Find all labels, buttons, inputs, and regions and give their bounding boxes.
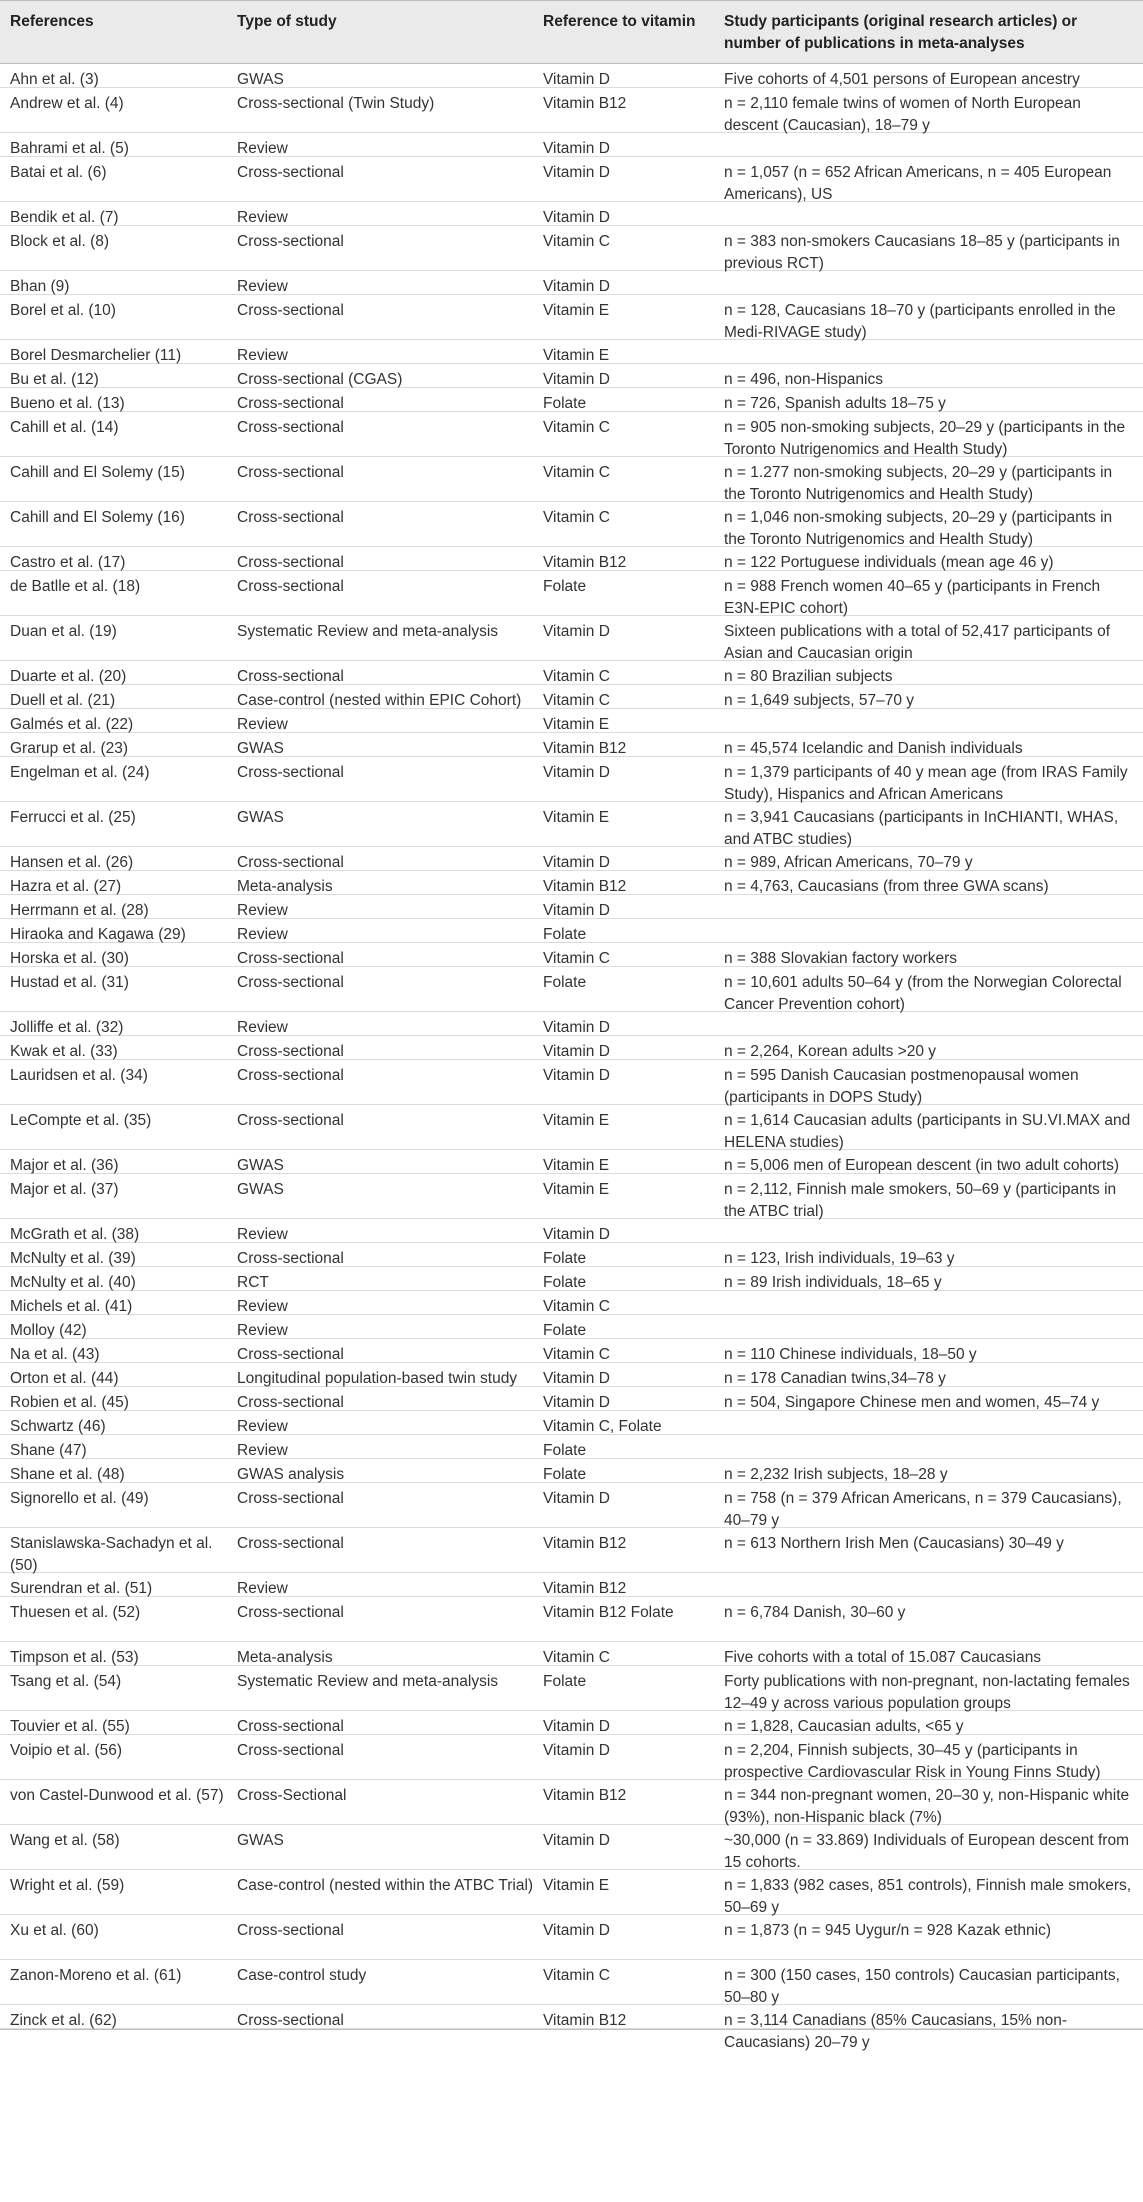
table-row	[0, 967, 1143, 1012]
reference-cell: Na et al. (43)	[10, 1346, 100, 1363]
reference-cell: Cahill and El Solemy (16)	[10, 509, 185, 526]
participants-cell: n = 1,828, Caucasian adults, <65 y	[724, 1718, 964, 1735]
reference-cell: Bu et al. (12)	[10, 371, 99, 388]
vitamin-cell: Vitamin B12	[543, 1787, 627, 1804]
vitamin-cell: Vitamin D	[543, 1067, 610, 1084]
reference-cell: Cahill and El Solemy (15)	[10, 464, 185, 481]
participants-cell: n = 383 non-smokers Caucasians 18–85 y (participants in previous RCT)	[724, 233, 1120, 272]
reference-cell: Timpson et al. (53)	[10, 1649, 139, 1666]
study-type-cell: Review	[237, 1442, 288, 1459]
table-row	[0, 2005, 1143, 2051]
table-row	[0, 364, 1143, 388]
study-type-cell: GWAS analysis	[237, 1466, 345, 1483]
table-row	[0, 709, 1143, 733]
vitamin-cell: Vitamin C	[543, 950, 610, 967]
participants-cell: n = 726, Spanish adults 18–75 y	[724, 395, 946, 412]
participants-cell: Sixteen publications with a total of 52,417 participants of Asian and Caucasian origin	[724, 623, 1111, 662]
table-row	[0, 1291, 1143, 1315]
participants-cell: n = 2,232 Irish subjects, 18–28 y	[724, 1466, 948, 1483]
vitamin-cell: Vitamin D	[543, 854, 610, 871]
vitamin-cell: Vitamin D	[543, 1226, 610, 1243]
table-row	[0, 733, 1143, 757]
vitamin-cell: Folate	[543, 974, 587, 991]
study-type-cell: Review	[237, 716, 288, 733]
study-type-cell: Cross-sectional	[237, 578, 344, 595]
vitamin-cell: Vitamin C	[543, 419, 610, 436]
table-row	[0, 1174, 1143, 1219]
vitamin-cell: Vitamin C	[543, 1967, 610, 1984]
reference-cell: Bahrami et al. (5)	[10, 140, 129, 157]
table-row	[0, 340, 1143, 364]
study-type-cell: Cross-sectional	[237, 1742, 344, 1759]
reference-cell: Horska et al. (30)	[10, 950, 129, 967]
study-type-cell: Cross-sectional	[237, 764, 344, 781]
vitamin-cell: Vitamin E	[543, 347, 610, 364]
vitamin-cell: Folate	[543, 1274, 587, 1291]
table-row	[0, 388, 1143, 412]
reference-cell: Shane et al. (48)	[10, 1466, 125, 1483]
participants-cell: n = 496, non-Hispanics	[724, 371, 883, 388]
participants-cell: Forty publications with non-pregnant, non-lactating females 12–49 y across various population groups	[724, 1673, 1130, 1712]
table-row	[0, 1363, 1143, 1387]
study-type-cell: Cross-Sectional	[237, 1787, 347, 1804]
vitamin-cell: Folate	[543, 1322, 587, 1339]
vitamin-cell: Vitamin C	[543, 509, 610, 526]
vitamin-cell: Vitamin D	[543, 1490, 610, 1507]
vitamin-cell: Folate	[543, 395, 587, 412]
participants-cell: n = 1,614 Caucasian adults (participants in SU.VI.MAX and HELENA studies)	[724, 1112, 1131, 1151]
vitamin-cell: Vitamin D	[543, 1832, 610, 1849]
table-row	[0, 502, 1143, 547]
reference-cell: Wang et al. (58)	[10, 1832, 120, 1849]
table-header	[0, 0, 1143, 64]
table-row	[0, 1573, 1143, 1597]
reference-cell: Robien et al. (45)	[10, 1394, 129, 1411]
study-type-cell: Cross-sectional	[237, 1718, 344, 1735]
study-type-cell: Cross-sectional	[237, 950, 344, 967]
table-row	[0, 1243, 1143, 1267]
study-type-cell: Cross-sectional	[237, 419, 344, 436]
participants-cell: n = 2,112, Finnish male smokers, 50–69 y (participants in the ATBC trial)	[724, 1181, 1117, 1220]
vitamin-cell: Folate	[543, 1250, 587, 1267]
participants-cell: n = 122 Portuguese individuals (mean age 46 y)	[724, 554, 1054, 571]
table-row	[0, 1267, 1143, 1291]
participants-cell: n = 123, Irish individuals, 19–63 y	[724, 1250, 955, 1267]
table-row	[0, 133, 1143, 157]
table-row	[0, 1219, 1143, 1243]
vitamin-cell: Vitamin E	[543, 716, 610, 733]
vitamin-cell: Vitamin E	[543, 1181, 610, 1198]
vitamin-cell: Vitamin D	[543, 1043, 610, 1060]
table-row	[0, 1339, 1143, 1363]
vitamin-cell: Vitamin B12	[543, 95, 627, 112]
table-row	[0, 571, 1143, 616]
reference-cell: Bueno et al. (13)	[10, 395, 125, 412]
reference-cell: LeCompte et al. (35)	[10, 1112, 152, 1129]
study-type-cell: Cross-sectional	[237, 1346, 344, 1363]
study-type-cell: Case-control (nested within EPIC Cohort)	[237, 692, 522, 709]
reference-cell: Herrmann et al. (28)	[10, 902, 149, 919]
vitamin-cell: Folate	[543, 1466, 587, 1483]
table-row	[0, 1459, 1143, 1483]
reference-cell: Molloy (42)	[10, 1322, 87, 1339]
table-row	[0, 757, 1143, 802]
reference-cell: Xu et al. (60)	[10, 1922, 99, 1939]
study-type-cell: Review	[237, 1226, 288, 1243]
table-row	[0, 661, 1143, 685]
vitamin-cell: Vitamin C	[543, 668, 610, 685]
reference-cell: Kwak et al. (33)	[10, 1043, 118, 1060]
reference-cell: Ferrucci et al. (25)	[10, 809, 136, 826]
reference-cell: Voipio et al. (56)	[10, 1742, 123, 1759]
participants-cell: n = 45,574 Icelandic and Danish individuals	[724, 740, 1023, 757]
reference-cell: Stanislawska-Sachadyn et al. (50)	[10, 1535, 213, 1574]
study-type-cell: Cross-sectional	[237, 2012, 344, 2029]
participants-cell: n = 1,873 (n = 945 Uygur/n = 928 Kazak ethnic)	[724, 1922, 1052, 1939]
reference-cell: Engelman et al. (24)	[10, 764, 150, 781]
table-row	[0, 1711, 1143, 1735]
table-row	[0, 1915, 1143, 1960]
vitamin-cell: Vitamin C	[543, 464, 610, 481]
study-type-cell: Cross-sectional	[237, 1535, 344, 1552]
study-type-cell: Cross-sectional	[237, 164, 344, 181]
table-row	[0, 157, 1143, 202]
participants-cell: n = 1,057 (n = 652 African Americans, n = 405 European Americans), US	[724, 164, 1112, 203]
table-row	[0, 1960, 1143, 2005]
table-row	[0, 226, 1143, 271]
table-row	[0, 412, 1143, 457]
reference-cell: Jolliffe et al. (32)	[10, 1019, 124, 1036]
study-type-cell: Cross-sectional (Twin Study)	[237, 95, 435, 112]
table-row	[0, 847, 1143, 871]
reference-cell: Bendik et al. (7)	[10, 209, 119, 226]
table-row	[0, 895, 1143, 919]
study-type-cell: GWAS	[237, 1157, 284, 1174]
study-type-cell: RCT	[237, 1274, 269, 1291]
study-type-cell: Cross-sectional	[237, 1922, 344, 1939]
study-type-cell: Review	[237, 1580, 288, 1597]
reference-cell: de Batlle et al. (18)	[10, 578, 141, 595]
participants-cell: n = 595 Danish Caucasian postmenopausal women (participants in DOPS Study)	[724, 1067, 1079, 1106]
participants-cell: n = 504, Singapore Chinese men and women, 45–74 y	[724, 1394, 1100, 1411]
vitamin-cell: Vitamin D	[543, 164, 610, 181]
study-type-cell: Cross-sectional	[237, 1250, 344, 1267]
vitamin-cell: Vitamin D	[543, 140, 610, 157]
vitamin-cell: Vitamin D	[543, 1394, 610, 1411]
reference-cell: Tsang et al. (54)	[10, 1673, 122, 1690]
participants-cell: n = 989, African Americans, 70–79 y	[724, 854, 973, 871]
participants-cell: n = 1,046 non-smoking subjects, 20–29 y (participants in the Toronto Nutrigenomics and Health Study)	[724, 509, 1113, 548]
study-type-cell: Cross-sectional	[237, 1112, 344, 1129]
study-type-cell: Systematic Review and meta-analysis	[237, 623, 499, 640]
vitamin-cell: Vitamin B12	[543, 554, 627, 571]
vitamin-cell: Vitamin E	[543, 1877, 610, 1894]
vitamin-cell: Vitamin C, Folate	[543, 1418, 662, 1435]
participants-cell: n = 178 Canadian twins,34–78 y	[724, 1370, 946, 1387]
table-row	[0, 1597, 1143, 1642]
vitamin-cell: Vitamin B12	[543, 2012, 627, 2029]
table-row	[0, 1036, 1143, 1060]
table-row	[0, 271, 1143, 295]
reference-cell: Surendran et al. (51)	[10, 1580, 153, 1597]
study-type-cell: Cross-sectional	[237, 509, 344, 526]
participants-cell: n = 344 non-pregnant women, 20–30 y, non-Hispanic white (93%), non-Hispanic black (7%)	[724, 1787, 1130, 1826]
participants-cell: n = 758 (n = 379 African Americans, n = 379 Caucasians), 40–79 y	[724, 1490, 1122, 1529]
reference-cell: Hustad et al. (31)	[10, 974, 129, 991]
vitamin-cell: Vitamin D	[543, 278, 610, 295]
participants-cell: n = 6,784 Danish, 30–60 y	[724, 1604, 906, 1621]
table-row	[0, 1666, 1143, 1711]
header-type-of-study: Type of study	[237, 13, 337, 30]
vitamin-cell: Vitamin D	[543, 1742, 610, 1759]
study-type-cell: Meta-analysis	[237, 878, 333, 895]
participants-cell: n = 1,833 (982 cases, 851 controls), Finnish male smokers, 50–69 y	[724, 1877, 1132, 1916]
study-type-cell: GWAS	[237, 1832, 284, 1849]
study-type-cell: Cross-sectional	[237, 395, 344, 412]
participants-cell: n = 3,114 Canadians (85% Caucasians, 15% non-Caucasians) 20–79 y	[724, 2012, 1068, 2051]
participants-cell: n = 388 Slovakian factory workers	[724, 950, 958, 967]
participants-cell: n = 2,110 female twins of women of North European descent (Caucasian), 18–79 y	[724, 95, 1081, 134]
study-type-cell: Meta-analysis	[237, 1649, 333, 1666]
study-type-cell: Review	[237, 1322, 288, 1339]
table-row	[0, 1105, 1143, 1150]
study-type-cell: Review	[237, 209, 288, 226]
study-type-cell: Cross-sectional	[237, 1394, 344, 1411]
vitamin-cell: Vitamin D	[543, 1718, 610, 1735]
table-row	[0, 1315, 1143, 1339]
participants-cell: ~30,000 (n = 33.869) Individuals of European descent from 15 cohorts.	[724, 1832, 1129, 1871]
reference-cell: Hazra et al. (27)	[10, 878, 122, 895]
vitamin-cell: Folate	[543, 926, 587, 943]
participants-cell: Five cohorts of 4,501 persons of European ancestry	[724, 71, 1080, 88]
table-row	[0, 547, 1143, 571]
vitamin-cell: Folate	[543, 1673, 587, 1690]
reference-cell: Galmés et al. (22)	[10, 716, 134, 733]
vitamin-cell: Vitamin B12	[543, 1580, 627, 1597]
study-type-cell: Review	[237, 140, 288, 157]
vitamin-cell: Vitamin D	[543, 902, 610, 919]
reference-cell: Bhan (9)	[10, 278, 70, 295]
study-type-cell: Review	[237, 1298, 288, 1315]
reference-cell: Cahill et al. (14)	[10, 419, 119, 436]
reference-cell: Block et al. (8)	[10, 233, 110, 250]
participants-cell: n = 613 Northern Irish Men (Caucasians) 30–49 y	[724, 1535, 1064, 1552]
reference-cell: Batai et al. (6)	[10, 164, 107, 181]
vitamin-cell: Folate	[543, 578, 587, 595]
study-type-cell: Cross-sectional	[237, 554, 344, 571]
vitamin-cell: Vitamin C	[543, 1298, 610, 1315]
participants-cell: n = 988 French women 40–65 y (participants in French E3N-EPIC cohort)	[724, 578, 1101, 617]
reference-cell: Lauridsen et al. (34)	[10, 1067, 148, 1084]
table-row	[0, 871, 1143, 895]
reference-cell: Major et al. (37)	[10, 1181, 119, 1198]
study-type-cell: Cross-sectional	[237, 1490, 344, 1507]
participants-cell: n = 300 (150 cases, 150 controls) Caucasian participants, 50–80 y	[724, 1967, 1120, 2006]
vitamin-cell: Vitamin D	[543, 1370, 610, 1387]
reference-cell: Borel Desmarchelier (11)	[10, 347, 182, 364]
table-row	[0, 88, 1143, 133]
table-row	[0, 1642, 1143, 1666]
participants-cell: n = 905 non-smoking subjects, 20–29 y (participants in the Toronto Nutrigenomics and Health Study)	[724, 419, 1126, 458]
study-type-cell: Longitudinal population-based twin study	[237, 1370, 518, 1387]
study-type-cell: Cross-sectional	[237, 974, 344, 991]
reference-cell: McGrath et al. (38)	[10, 1226, 140, 1243]
table-row	[0, 1483, 1143, 1528]
participants-cell: n = 1,379 participants of 40 y mean age (from IRAS Family Study), Hispanics and African Americans	[724, 764, 1128, 803]
table-row	[0, 295, 1143, 340]
vitamin-cell: Vitamin E	[543, 1112, 610, 1129]
table-row	[0, 1012, 1143, 1036]
reference-cell: Zanon-Moreno et al. (61)	[10, 1967, 182, 1984]
header-reference-to-vitamin: Reference to vitamin	[543, 13, 696, 30]
vitamin-cell: Vitamin B12	[543, 1535, 627, 1552]
reference-cell: Michels et al. (41)	[10, 1298, 133, 1315]
reference-cell: Signorello et al. (49)	[10, 1490, 149, 1507]
reference-cell: Thuesen et al. (52)	[10, 1604, 141, 1621]
vitamin-cell: Vitamin C	[543, 233, 610, 250]
vitamin-cell: Vitamin D	[543, 71, 610, 88]
reference-cell: Schwartz (46)	[10, 1418, 106, 1435]
participants-cell: n = 4,763, Caucasians (from three GWA scans)	[724, 878, 1049, 895]
reference-cell: Duell et al. (21)	[10, 692, 116, 709]
table-body	[0, 64, 1143, 2051]
table-row	[0, 202, 1143, 226]
reference-cell: Hansen et al. (26)	[10, 854, 134, 871]
reference-cell: Touvier et al. (55)	[10, 1718, 130, 1735]
table-row	[0, 457, 1143, 502]
table-row	[0, 1060, 1143, 1105]
participants-cell: n = 128, Caucasians 18–70 y (participants enrolled in the Medi-RIVAGE study)	[724, 302, 1116, 341]
reference-cell: Hiraoka and Kagawa (29)	[10, 926, 186, 943]
reference-cell: Zinck et al. (62)	[10, 2012, 117, 2029]
study-type-cell: Review	[237, 1019, 288, 1036]
reference-cell: Duan et al. (19)	[10, 623, 117, 640]
reference-cell: Castro et al. (17)	[10, 554, 126, 571]
study-type-cell: Review	[237, 347, 288, 364]
study-type-cell: Cross-sectional	[237, 1067, 344, 1084]
study-type-cell: Systematic Review and meta-analysis	[237, 1673, 499, 1690]
participants-cell: n = 5,006 men of European descent (in two adult cohorts)	[724, 1157, 1120, 1174]
vitamin-cell: Vitamin C	[543, 692, 610, 709]
reference-cell: McNulty et al. (39)	[10, 1250, 136, 1267]
table-row	[0, 1735, 1143, 1780]
table-row	[0, 1870, 1143, 1915]
table-row	[0, 919, 1143, 943]
table-row	[0, 1528, 1143, 1573]
vitamin-cell: Vitamin D	[543, 209, 610, 226]
study-type-cell: Review	[237, 1418, 288, 1435]
header-study-participants: Study participants (original research articles) or number of publications in meta-analyses	[724, 13, 1078, 52]
reference-cell: Ahn et al. (3)	[10, 71, 99, 88]
reference-cell: Wright et al. (59)	[10, 1877, 125, 1894]
participants-cell: n = 110 Chinese individuals, 18–50 y	[724, 1346, 977, 1363]
reference-cell: Grarup et al. (23)	[10, 740, 129, 757]
vitamin-cell: Vitamin D	[543, 764, 610, 781]
reference-cell: Borel et al. (10)	[10, 302, 116, 319]
study-type-cell: Review	[237, 278, 288, 295]
participants-cell: Five cohorts with a total of 15.087 Caucasians	[724, 1649, 1042, 1666]
study-type-cell: GWAS	[237, 71, 284, 88]
table-row	[0, 1780, 1143, 1825]
study-type-cell: Cross-sectional	[237, 233, 344, 250]
table-row	[0, 616, 1143, 661]
study-type-cell: Case-control (nested within the ATBC Trial)	[237, 1877, 534, 1894]
reference-cell: Shane (47)	[10, 1442, 87, 1459]
vitamin-cell: Vitamin E	[543, 302, 610, 319]
participants-cell: n = 2,264, Korean adults >20 y	[724, 1043, 936, 1060]
table-row	[0, 1150, 1143, 1174]
participants-cell: n = 3,941 Caucasians (participants in InCHIANTI, WHAS, and ATBC studies)	[724, 809, 1119, 848]
table-row	[0, 685, 1143, 709]
vitamin-cell: Vitamin D	[543, 623, 610, 640]
vitamin-cell: Vitamin D	[543, 1019, 610, 1036]
table-row	[0, 943, 1143, 967]
study-type-cell: Review	[237, 902, 288, 919]
table-row	[0, 1387, 1143, 1411]
study-type-cell: Cross-sectional	[237, 464, 344, 481]
study-type-cell: GWAS	[237, 1181, 284, 1198]
participants-cell: n = 1.277 non-smoking subjects, 20–29 y (participants in the Toronto Nutrigenomics and Health Study)	[724, 464, 1113, 503]
reference-cell: Andrew et al. (4)	[10, 95, 124, 112]
table-row	[0, 1825, 1143, 1870]
reference-cell: von Castel-Dunwood et al. (57)	[10, 1787, 224, 1804]
header-references: References	[10, 13, 94, 30]
vitamin-cell: Vitamin D	[543, 371, 610, 388]
study-type-cell: Cross-sectional	[237, 668, 344, 685]
vitamin-cell: Folate	[543, 1442, 587, 1459]
vitamin-cell: Vitamin E	[543, 1157, 610, 1174]
participants-cell: n = 2,204, Finnish subjects, 30–45 y (participants in prospective Cardiovascular Risk in Young Finns Study)	[724, 1742, 1101, 1781]
vitamin-cell: Vitamin D	[543, 1922, 610, 1939]
participants-cell: n = 80 Brazilian subjects	[724, 668, 893, 685]
study-type-cell: Cross-sectional	[237, 1043, 344, 1060]
reference-cell: McNulty et al. (40)	[10, 1274, 136, 1291]
table-row	[0, 1411, 1143, 1435]
study-type-cell: Cross-sectional	[237, 1604, 344, 1621]
reference-cell: Duarte et al. (20)	[10, 668, 127, 685]
study-type-cell: Cross-sectional	[237, 302, 344, 319]
table-row	[0, 802, 1143, 847]
study-type-cell: GWAS	[237, 740, 284, 757]
study-type-cell: Cross-sectional	[237, 854, 344, 871]
vitamin-cell: Vitamin B12 Folate	[543, 1604, 674, 1621]
participants-cell: n = 89 Irish individuals, 18–65 y	[724, 1274, 942, 1291]
study-type-cell: Case-control study	[237, 1967, 367, 1984]
vitamin-cell: Vitamin C	[543, 1649, 610, 1666]
vitamin-cell: Vitamin B12	[543, 878, 627, 895]
study-type-cell: GWAS	[237, 809, 284, 826]
study-type-cell: Review	[237, 926, 288, 943]
study-type-cell: Cross-sectional (CGAS)	[237, 371, 403, 388]
vitamin-cell: Vitamin B12	[543, 740, 627, 757]
participants-cell: n = 10,601 adults 50–64 y (from the Norwegian Colorectal Cancer Prevention cohort)	[724, 974, 1122, 1013]
participants-cell: n = 1,649 subjects, 57–70 y	[724, 692, 915, 709]
vitamin-cell: Vitamin C	[543, 1346, 610, 1363]
vitamin-cell: Vitamin E	[543, 809, 610, 826]
reference-cell: Orton et al. (44)	[10, 1370, 119, 1387]
table-row	[0, 64, 1143, 88]
table-row	[0, 1435, 1143, 1459]
reference-cell: Major et al. (36)	[10, 1157, 119, 1174]
